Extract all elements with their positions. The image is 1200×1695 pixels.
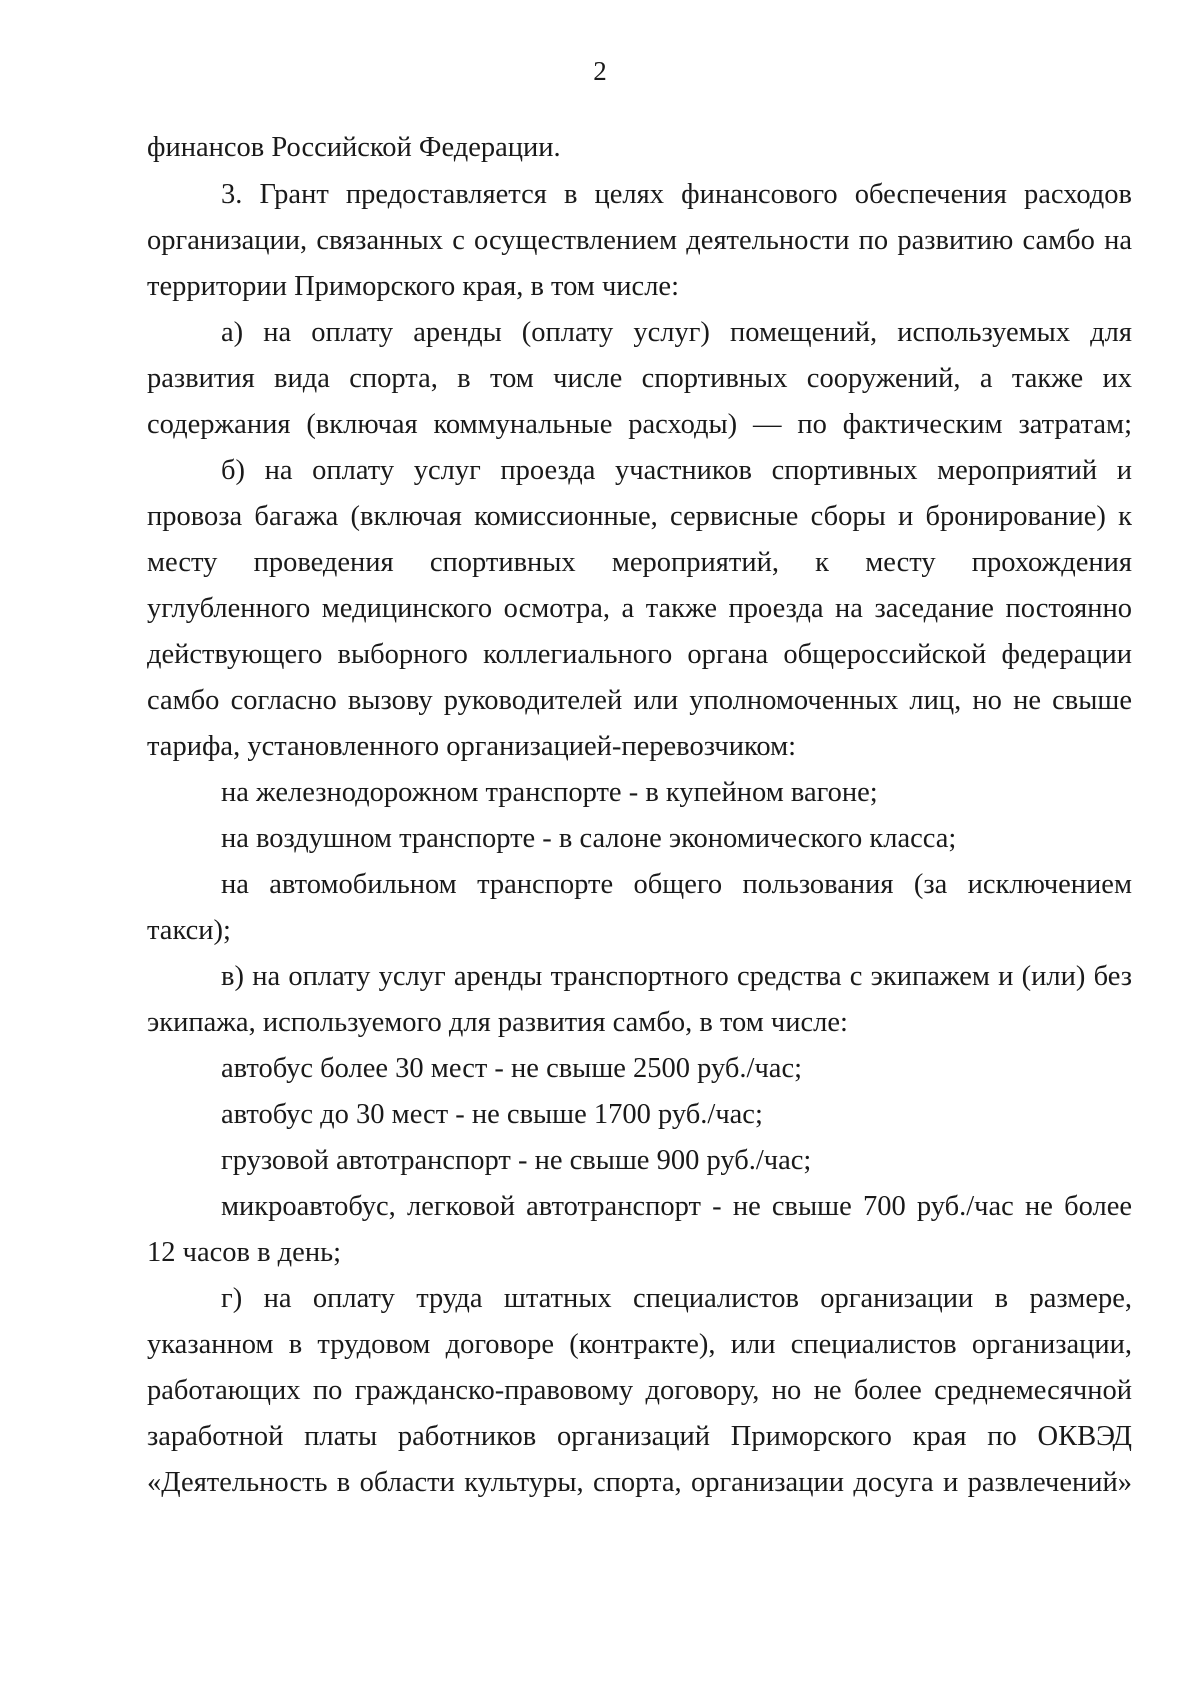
text-line: действующего выборного коллегиального органа общероссийской федерации — [147, 639, 1132, 670]
text-line: автобус до 30 мест - не свыше 1700 руб./час; — [221, 1099, 763, 1130]
text-line: на железнодорожном транспорте - в купейном вагоне; — [221, 777, 878, 808]
text-line: г) на оплату труда штатных специалистов организации в размере, — [221, 1283, 1132, 1314]
text-line: указанном в трудовом договоре (контракте), или специалистов организации, — [147, 1329, 1132, 1360]
text-line: самбо согласно вызову руководителей или уполномоченных лиц, но не свыше — [147, 685, 1132, 716]
text-line: микроавтобус, легковой автотранспорт - не свыше 700 руб./час не более — [221, 1191, 1132, 1222]
text-line: работающих по гражданско-правовому договору, но не более среднемесячной — [147, 1375, 1132, 1406]
text-line: а) на оплату аренды (оплату услуг) помещений, используемых для — [221, 317, 1132, 348]
text-line: 3. Грант предоставляется в целях финансового обеспечения расходов — [221, 179, 1132, 210]
text-line: развития вида спорта, в том числе спортивных сооружений, а также их — [147, 363, 1132, 394]
text-line: месту проведения спортивных мероприятий, к месту прохождения — [147, 547, 1132, 578]
text-line: автобус более 30 мест - не свыше 2500 руб./час; — [221, 1053, 803, 1084]
text-line: «Деятельность в области культуры, спорта, организации досуга и развлечений» — [147, 1467, 1132, 1498]
text-line: в) на оплату услуг аренды транспортного средства с экипажем и (или) без — [221, 961, 1132, 992]
text-line: б) на оплату услуг проезда участников спортивных мероприятий и — [221, 455, 1132, 486]
text-line: углубленного медицинского осмотра, а также проезда на заседание постоянно — [147, 593, 1132, 624]
text-line: финансов Российской Федерации. — [147, 132, 561, 163]
text-line: 12 часов в день; — [147, 1237, 341, 1268]
text-line: экипажа, используемого для развития самбо, в том числе: — [147, 1007, 848, 1038]
text-line: на воздушном транспорте - в салоне экономического класса; — [221, 823, 957, 854]
page-number: 2 — [593, 56, 607, 86]
text-line: грузовой автотранспорт - не свыше 900 руб./час; — [221, 1145, 812, 1176]
text-line: на автомобильном транспорте общего пользования (за исключением — [221, 869, 1132, 900]
text-line: провоза багажа (включая комиссионные, сервисные сборы и бронирование) к — [147, 501, 1132, 532]
text-line: такси); — [147, 915, 231, 946]
text-line: территории Приморского края, в том числе: — [147, 271, 679, 302]
text-line: организации, связанных с осуществлением деятельности по развитию самбо на — [147, 225, 1132, 256]
text-line: содержания (включая коммунальные расходы) — по фактическим затратам; — [147, 409, 1132, 440]
text-line: тарифа, установленного организацией-перевозчиком: — [147, 731, 797, 762]
text-line: заработной платы работников организаций Приморского края по ОКВЭД — [147, 1421, 1132, 1452]
